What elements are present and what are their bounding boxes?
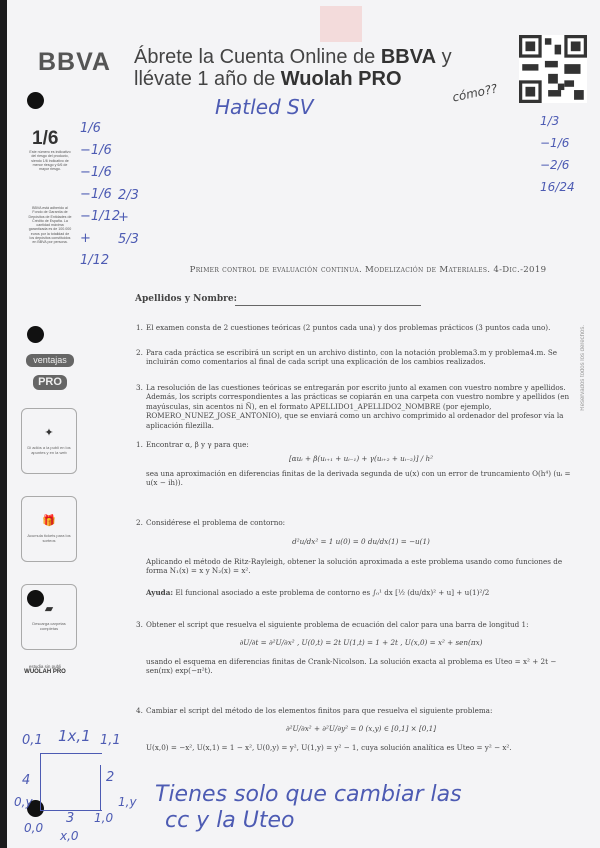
equation: d²u/dx² = 1 u(0) = 0 du/dx(1) = −u(1)	[292, 537, 430, 547]
handwritten-fractions-right: 1/3 −1/6 −2/6 16/24	[540, 114, 575, 194]
sticky-note	[320, 6, 362, 42]
como-label: cómo??	[451, 81, 499, 105]
handwritten-fractions-left: 1/6 −1/6 −1/6 −1/6 −1/12 + 1/12	[80, 121, 121, 268]
ventajas-badge: ventajas	[26, 354, 74, 367]
instruction-item: 3. La resolución de las cuestiones teóricas se entregarán por escrito junto al examen con vuestro nombre y apellidos. Además, los scripts correspondientes a las prácticas se copiarán en una carpeta con vuestro nombre y apellidos (en mayúsculas, sin acentos ni Ñ), en el formato APELLIDO1_APELLIDO2_NOMBRE (por ejemplo, ROMERO_NUNEZ_JOSE_ANTONIO), que se enviará como un archivo comprimido al ordenador del profesor vía la aplicación filezilla.	[136, 383, 570, 430]
benefit-card-tickets[interactable]	[21, 496, 77, 562]
copyright-watermark: Reservados todos los derechos.	[580, 325, 586, 411]
handwritten-diagram: 0,1 1x,1 1,1 4 2 0,y 1,y 0,0 3 1,0 x,0	[14, 727, 137, 843]
handwritten-fractions-mid: 2/3 + 5/3	[118, 188, 139, 247]
equation: [αuᵢ + β(uᵢ₊₁ + uᵢ₋₁) + γ(uᵢ₊₂ + uᵢ₋₂)] / h²	[288, 454, 434, 464]
instruction-item: 2. Para cada práctica se escribirá un script en un archivo distinto, con la notación problema3.m y problema4.m. Se incluirán como comentarios al final de cada script una explicación de los cambios realizados.	[136, 348, 558, 367]
gift-icon: 🎁	[42, 515, 56, 527]
folder-download-icon: ▰	[44, 603, 54, 615]
equation: ∂²U/∂x² + ∂²U/∂y² = 0 (x,y) ∈ [0,1] × [0,1]	[285, 724, 437, 734]
punch-hole	[27, 92, 44, 109]
qr-code-icon[interactable]	[519, 34, 587, 104]
name-label: Apellidos y Nombre:	[135, 294, 237, 304]
benefit-card-no-ads[interactable]	[21, 408, 77, 474]
problem-3: 3. Obtener el script que resuelva el siguiente problema de ecuación del calor para una barra de longitud 1: ∂U/∂t = ∂²U/∂x² , U(0,t) = 2t U(1,t) = 1 + 2t , U(x,0) = x² + sen(πx) usando el esquema en diferencias finitas de Crank-Nicolson. La solución exacta al problema es Uteo = x² + 2t − sen(πx) exp(−π²t).	[146, 620, 576, 676]
card-text: Di adiós a la publi en los apuntes y en la web	[27, 445, 71, 455]
exam-title: Primer control de evaluación continua. Modelización de Materiales. 4-Dic.-2019	[189, 265, 547, 275]
wuolah-pro-footer	[20, 664, 70, 675]
card-text: Descarga carpetas completas	[32, 621, 66, 631]
equation: ∂U/∂t = ∂²U/∂x² , U(0,t) = 2t U(1,t) = 1 + 2t , U(x,0) = x² + sen(πx)	[239, 638, 483, 648]
ad-headline: Ábrete la Cuenta Online de BBVA y llévate 1 año de Wuolah PRO	[134, 46, 452, 90]
help-label: Ayuda:	[146, 587, 174, 597]
problem-4: 4. Cambiar el script del método de los elementos finitos para que resuelva el siguiente problema: ∂²U/∂x² + ∂²U/∂y² = 0 (x,y) ∈ [0,1] × [0,1] U(x,0) = −x², U(x,1) = 1 − x², U(0,y) = y², U(1,y) = y² − 1, cuya solución analítica es Uteo = y² − x².	[146, 706, 576, 752]
footer-brand: WUOLAH PRO	[24, 669, 66, 675]
deposit-guarantee-text: BBVA está adherido al Fondo de Garantía de Depósitos de Entidades de Crédito de España. La cantidad máxima garantizada es de 100.000 euros por la totalidad de los depósitos constituidos en BBVA por persona.	[28, 206, 72, 245]
benefit-card-download[interactable]	[21, 584, 77, 650]
handwritten-name: Hatled SV	[215, 95, 314, 119]
scan-edge	[0, 0, 7, 848]
punch-hole	[27, 326, 44, 343]
risk-indicator: 1/6	[32, 128, 59, 149]
sparkle-icon: ✦	[44, 427, 54, 439]
problem-2: 2. Considérese el problema de contorno: d²u/dx² = 1 u(0) = 0 du/dx(1) = −u(1) Aplicando el método de Ritz-Rayleigh, obtener la solución aproximada a este problema usando como funciones de forma N₁(x) = x y N₂(x) = x². Ayuda: El funcional asociado a este problema de contorno es ∫₀¹ dx [½ (du/dx)² + u] + u(1)²/2	[146, 518, 576, 597]
handwritten-note: Tienes solo que cambiar las cc y la Uteo	[155, 782, 462, 833]
risk-text: Este número es indicativo del riesgo del producto, siendo 1/6 indicativo de menor riesgo y 6/6 de mayor riesgo.	[29, 150, 71, 172]
bbva-logo: BBVA	[38, 48, 111, 76]
card-text: Acumula tickets para los sorteos	[27, 533, 71, 543]
footer-small: estudia sin publi	[28, 664, 62, 669]
instruction-item: 1. El examen consta de 2 cuestiones teóricas (2 puntos cada una) y dos problemas prácticos (3 puntos cada uno).	[136, 323, 551, 332]
name-line	[235, 305, 421, 306]
pro-badge: PRO	[33, 375, 67, 390]
problem-1: 1. Encontrar α, β y γ para que: [αuᵢ + β(uᵢ₊₁ + uᵢ₋₁) + γ(uᵢ₊₂ + uᵢ₋₂)] / h² sea una aproximación en diferencias finitas de la derivada segunda de u(x) con un error de truncamiento O(h⁴) (uᵢ = u(x − ih)).	[146, 440, 576, 488]
